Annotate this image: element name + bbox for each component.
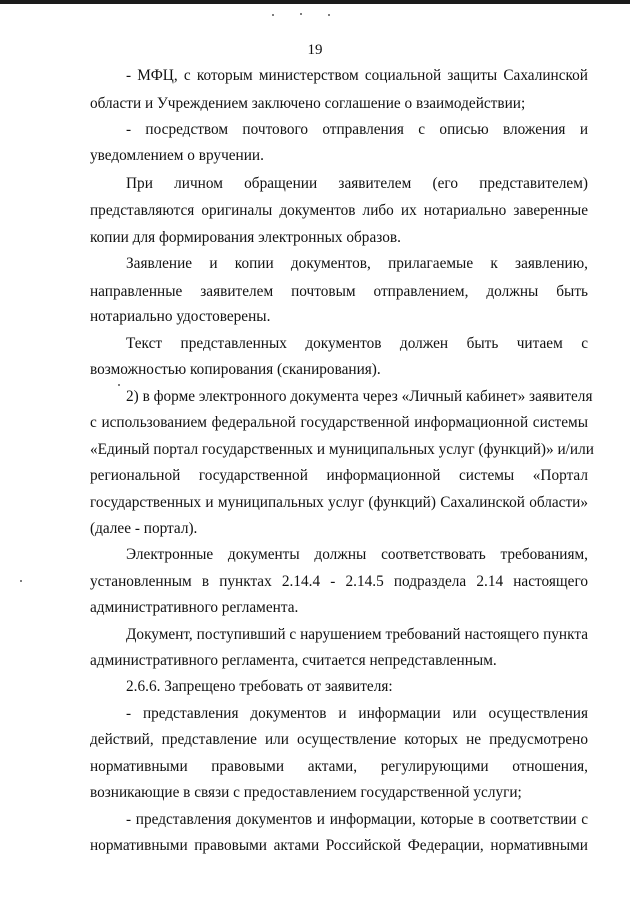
text-line: Электронные документы должны соответствовать требованиям, xyxy=(126,546,588,563)
text-line: административного регламента. xyxy=(90,599,299,616)
text-line: с использованием федеральной государственной информационной системы xyxy=(90,414,588,431)
scan-mark xyxy=(328,14,330,16)
scan-mark xyxy=(118,384,120,386)
scan-mark xyxy=(272,14,274,16)
text-line: уведомлением о вручении. xyxy=(90,147,264,164)
text-line: - посредством почтового отправления с описью вложения и xyxy=(126,121,588,138)
scan-mark xyxy=(20,580,22,582)
scan-top-border xyxy=(0,0,630,4)
text-line: Текст представленных документов должен быть читаем с xyxy=(126,335,588,352)
text-line: 2.6.6. Запрещено требовать от заявителя: xyxy=(126,678,393,695)
text-line: Документ, поступивший с нарушением требований настоящего пункта xyxy=(126,626,588,643)
text-line: (далее - портал). xyxy=(90,520,198,537)
text-line: нормативными правовыми актами, регулирующими отношения, xyxy=(90,758,588,775)
text-line: установленным в пунктах 2.14.4 - 2.14.5 подраздела 2.14 настоящего xyxy=(90,573,588,590)
text-line: - МФЦ, с которым министерством социальной защиты Сахалинской xyxy=(126,67,588,84)
page-number: 19 xyxy=(307,42,323,58)
text-line: представляются оригиналы документов либо их нотариально заверенные xyxy=(90,202,588,219)
text-line: нотариально удостоверены. xyxy=(90,308,271,325)
text-line: При личном обращении заявителем (его представителем) xyxy=(126,175,588,192)
text-line: области и Учреждением заключено соглашение о взаимодействии; xyxy=(90,95,526,112)
text-line: административного регламента, считается непредставленным. xyxy=(90,652,497,669)
text-line: направленные заявителем почтовым отправлением, должны быть xyxy=(90,283,588,300)
text-line: государственных и муниципальных услуг (функций) Сахалинской области» xyxy=(90,494,588,511)
text-line: «Единый портал государственных и муниципальных услуг (функций)» и/или xyxy=(90,441,594,458)
text-line: - представления документов и информации или осуществления xyxy=(126,705,588,722)
text-line: копии для формирования электронных образов. xyxy=(90,229,401,246)
text-line: Заявление и копии документов, прилагаемые к заявлению, xyxy=(126,255,588,272)
text-line: региональной государственной информационной системы «Портал xyxy=(90,467,588,484)
text-line: 2) в форме электронного документа через «Личный кабинет» заявителя xyxy=(126,388,593,405)
text-line: действий, представление или осуществление которых не предусмотрено xyxy=(90,731,588,748)
scan-mark xyxy=(300,13,302,15)
text-line: возможностью копирования (сканирования). xyxy=(90,361,381,378)
text-line: возникающие в связи с предоставлением государственной услуги; xyxy=(90,784,522,801)
text-line: - представления документов и информации, которые в соответствии с xyxy=(126,811,588,828)
text-line: нормативными правовыми актами Российской Федерации, нормативными xyxy=(90,837,588,854)
